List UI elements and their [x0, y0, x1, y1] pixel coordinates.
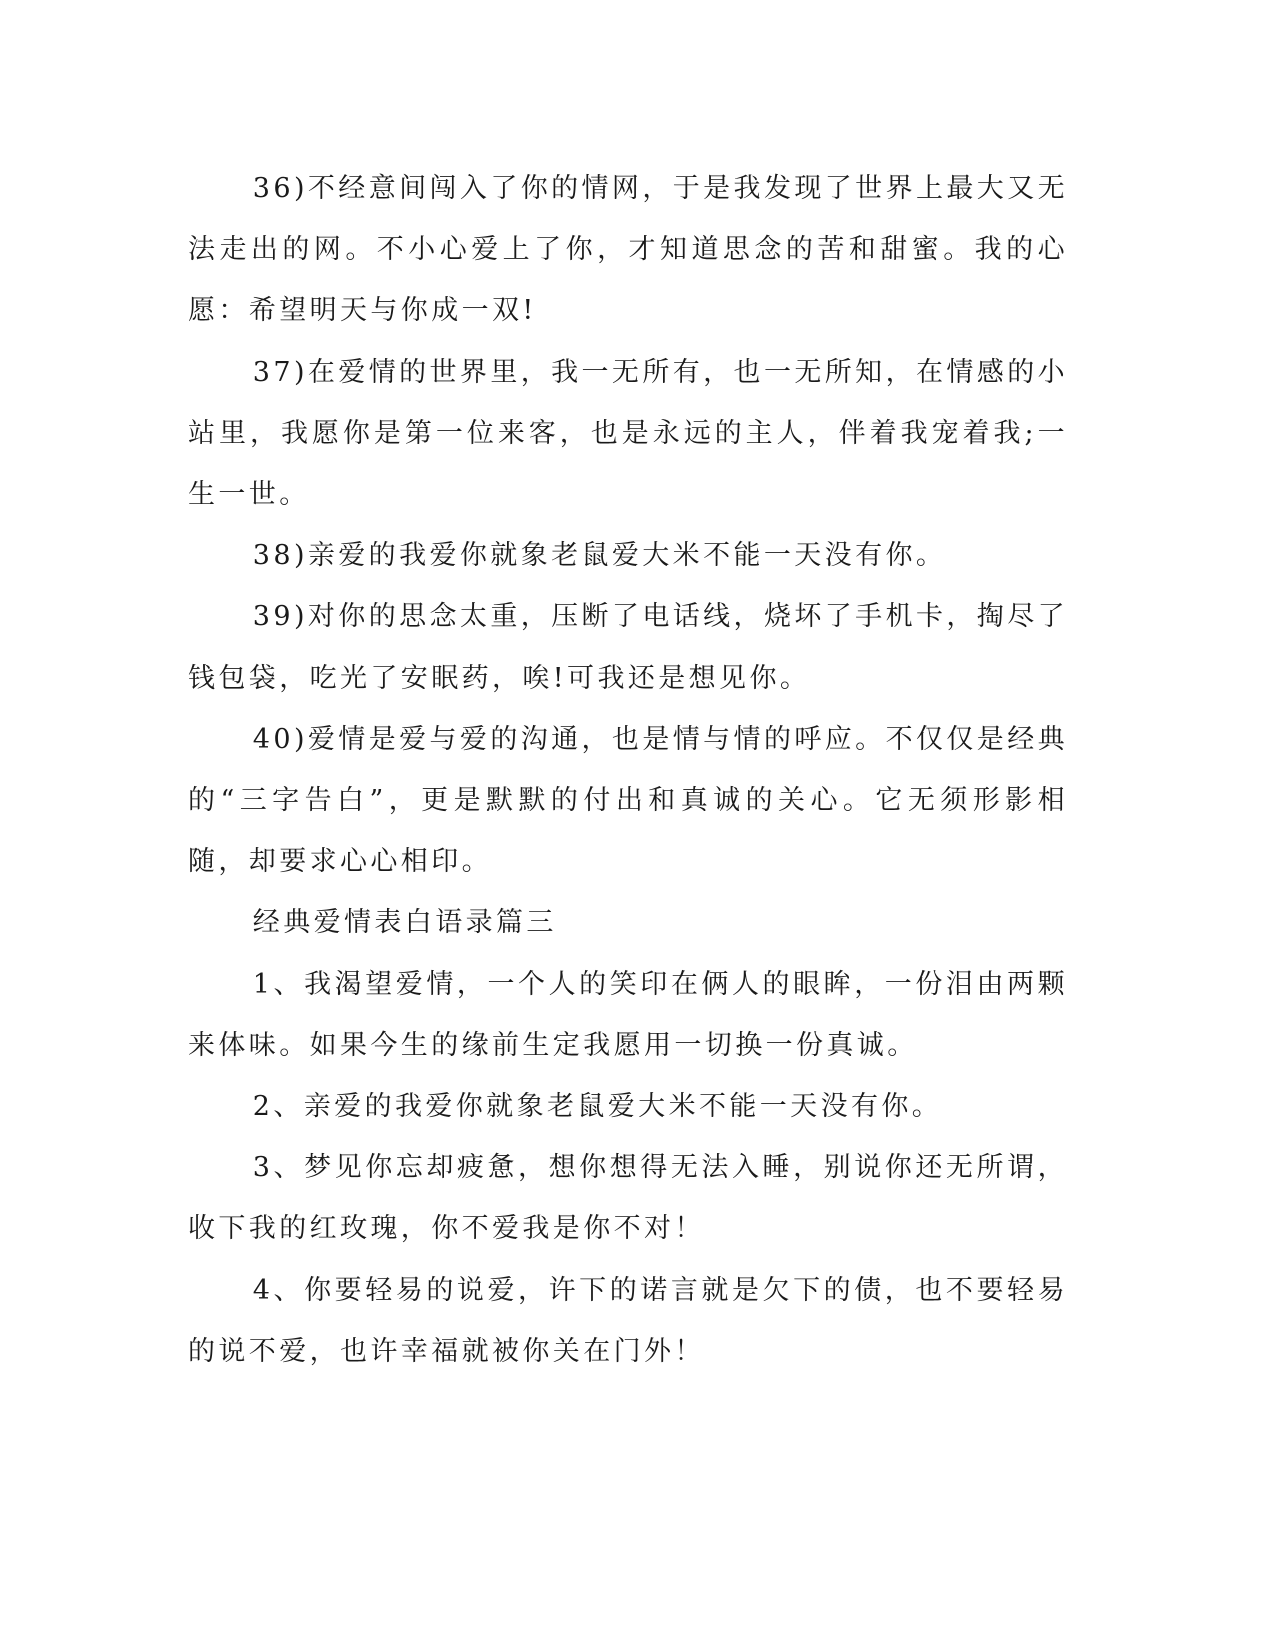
document-body [188, 158, 1068, 1382]
paragraph-4: 4、你要轻易的说爱，许下的诺言就是欠下的债，也不要轻易的说不爱，也许幸福就被你关在门外！ [188, 1274, 1068, 1367]
paragraph-40: 40)爱情是爱与爱的沟通，也是情与情的呼应。不仅仅是经典的“三字告白”，更是默默的付出和真诚的关心。它无须形影相随，却要求心心相印。 [188, 723, 1068, 878]
paragraph-3: 3、梦见你忘却疲惫，想你想得无法入睡，别说你还无所谓，收下我的红玫瑰，你不爱我是你不对！ [188, 1152, 1068, 1245]
paragraph-37: 37)在爱情的世界里，我一无所有，也一无所知，在情感的小站里，我愿你是第一位来客，也是永远的主人，伴着我宠着我;一生一世。 [188, 356, 1068, 511]
section-heading: 经典爱情表白语录篇三 [252, 907, 557, 939]
paragraph-36: 36)不经意间闯入了你的情网，于是我发现了世界上最大又无法走出的网。不小心爱上了你，才知道思念的苦和甜蜜。我的心愿：希望明天与你成一双! [188, 173, 1068, 327]
paragraph-2: 2、亲爱的我爱你就象老鼠爱大米不能一天没有你。 [252, 1091, 943, 1123]
paragraph-39: 39)对你的思念太重，压断了电话线，烧坏了手机卡，掏尽了钱包袋，吃光了安眠药，唉!可我还是想见你。 [188, 601, 1068, 694]
paragraph-38: 38)亲爱的我爱你就象老鼠爱大米不能一天没有你。 [252, 540, 947, 572]
paragraph-1: 1、我渴望爱情，一个人的笑印在俩人的眼眸，一份泪由两颗来体味。如果今生的缘前生定我愿用一切换一份真诚。 [188, 968, 1068, 1061]
